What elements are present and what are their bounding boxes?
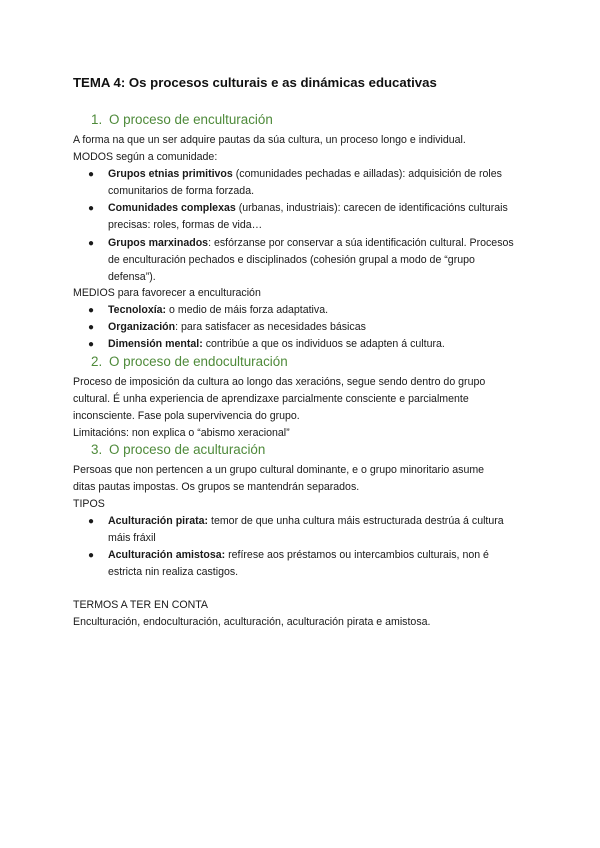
- modos-item-1: [88, 166, 502, 200]
- bullet-icon: ●: [88, 516, 95, 527]
- s2-line-3: inconsciente. Fase pola supervivencia do grupo.: [73, 410, 300, 422]
- tipos-text: máis fráxil: [108, 532, 156, 544]
- medios-item-2: [88, 319, 366, 336]
- section-3-number: 3.: [91, 442, 103, 457]
- modos-term: Comunidades complexas: [108, 202, 236, 214]
- tipos-item-1: [88, 513, 504, 547]
- modos-text: (urbanas, industriais): carecen de identificacións culturais: [235, 202, 508, 214]
- tipos-item-2: [88, 547, 489, 581]
- termos-text: Enculturación, endoculturación, aculturación, aculturación pirata e amistosa.: [73, 616, 431, 628]
- bullet-icon: ●: [88, 322, 95, 333]
- s2-limitations: Limitacións: non explica o “abismo xeracional”: [73, 427, 290, 439]
- medios-text: o medio de máis forza adaptativa.: [166, 304, 329, 316]
- section-2-heading: [91, 354, 288, 369]
- bullet-icon: ●: [88, 238, 95, 249]
- tipos-text: refírese aos préstamos ou intercambios culturais, non é: [225, 549, 489, 561]
- s3-line-2: ditas pautas impostas. Os grupos se mantendrán separados.: [73, 481, 360, 493]
- s1-modos-label: MODOS según a comunidade:: [73, 151, 218, 163]
- medios-term: Organización: [108, 321, 176, 333]
- medios-term: Dimensión mental:: [108, 338, 203, 350]
- modos-text: (comunidades pechadas e ailladas): adquisición de roles: [232, 168, 502, 180]
- s1-medios-label: MEDIOS para favorecer a enculturación: [73, 287, 261, 299]
- section-1-heading: [91, 112, 273, 127]
- termos-label: TERMOS A TER EN CONTA: [73, 599, 208, 611]
- modos-term: Grupos etnias primitivos: [108, 168, 233, 180]
- medios-term: Tecnoloxía:: [108, 304, 167, 316]
- section-1-number: 1.: [91, 112, 103, 127]
- section-2-number: 2.: [91, 354, 103, 369]
- tipos-text: temor de que unha cultura máis estructurada destrúa á cultura: [208, 515, 504, 527]
- tipos-term: Aculturación pirata:: [108, 515, 209, 527]
- modos-item-3: [88, 235, 514, 286]
- medios-text: : para satisfacer as necesidades básicas: [175, 321, 366, 333]
- medios-item-1: [88, 302, 329, 319]
- bullet-icon: ●: [88, 339, 95, 350]
- bullet-icon: ●: [88, 203, 95, 214]
- bullet-icon: ●: [88, 550, 95, 561]
- modos-item-2: [88, 200, 508, 234]
- modos-text: comunitarios de forma forzada.: [108, 185, 255, 197]
- medios-item-3: [88, 336, 445, 353]
- s2-line-1: Proceso de imposición da cultura ao longo das xeracións, segue sendo dentro do grupo: [73, 376, 486, 388]
- s1-intro: A forma na que un ser adquire pautas da súa cultura, un proceso longo e individual.: [73, 134, 466, 146]
- modos-text: de enculturación pechados e disciplinados (cohesión grupal a modo de “grupo: [108, 254, 475, 266]
- s3-line-1: Persoas que non pertencen a un grupo cultural dominante, e o grupo minoritario asume: [73, 464, 485, 476]
- modos-text: : esfórzanse por conservar a súa identificación cultural. Procesos: [208, 237, 514, 249]
- bullet-icon: ●: [88, 305, 95, 316]
- bullet-icon: ●: [88, 169, 95, 180]
- tipos-term: Aculturación amistosa:: [108, 549, 226, 561]
- section-3-heading: [91, 442, 265, 457]
- section-3-title: O proceso de aculturación: [109, 442, 266, 457]
- page-title: TEMA 4: Os procesos culturais e as dinámicas educativas: [73, 75, 437, 90]
- modos-text: precisas: roles, formas de vida…: [108, 219, 263, 231]
- medios-text: contribúe a que os individuos se adapten á cultura.: [202, 338, 445, 350]
- modos-text: defensa”).: [108, 271, 156, 283]
- section-1-title: O proceso de enculturación: [109, 112, 273, 127]
- modos-term: Grupos marxinados: [108, 237, 209, 249]
- section-2-title: O proceso de endoculturación: [109, 354, 288, 369]
- s2-line-2: cultural. É unha experiencia de aprendizaxe parcialmente consciente e parcialmente: [73, 393, 469, 405]
- tipos-text: estricta nin realiza castigos.: [108, 566, 239, 578]
- s3-tipos-label: TIPOS: [73, 498, 105, 510]
